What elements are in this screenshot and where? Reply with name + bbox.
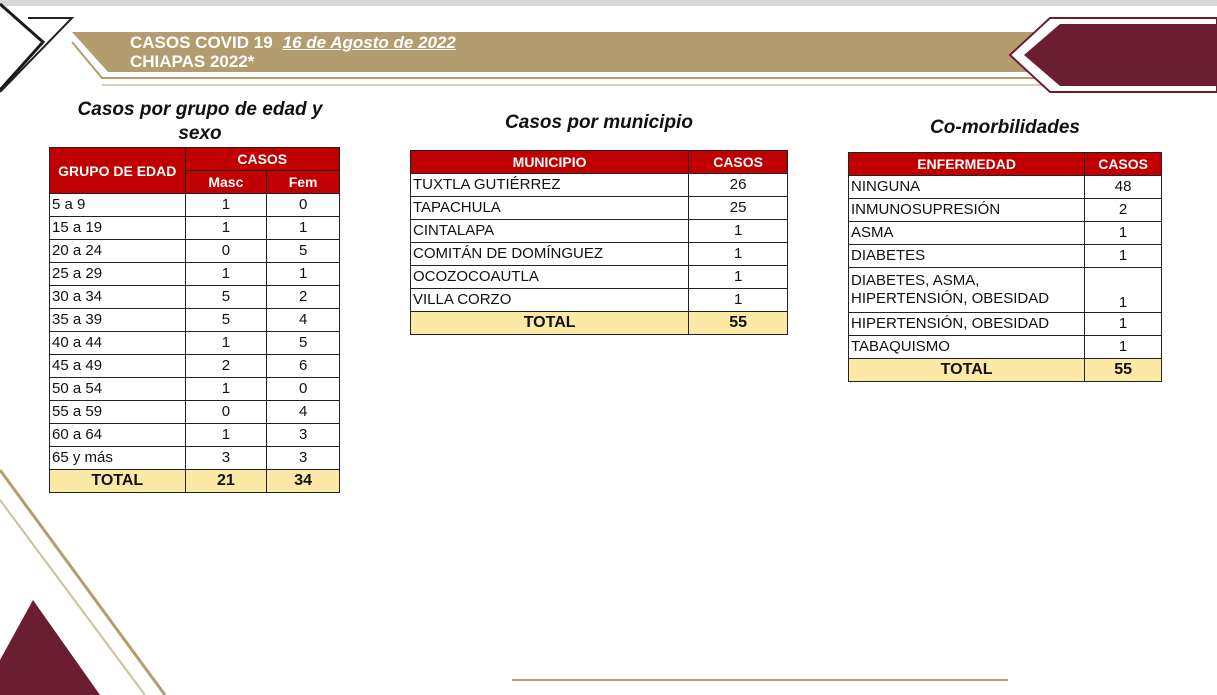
table-row: [50, 240, 340, 263]
col-cases-header: CASOS: [185, 148, 340, 171]
fem-count: 1: [267, 263, 340, 286]
fem-count: 6: [267, 355, 340, 378]
table-row: [411, 220, 788, 243]
total-row: [849, 359, 1162, 382]
col-fem-header: Fem: [267, 171, 340, 194]
total-row: [411, 312, 788, 335]
age-group: 15 a 19: [50, 217, 186, 240]
age-group: 20 a 24: [50, 240, 186, 263]
table-row: [849, 176, 1162, 199]
comorb-table-title: Co-morbilidades: [930, 117, 1080, 138]
disease-name: NINGUNA: [849, 176, 1085, 199]
municipio-name: CINTALAPA: [411, 220, 689, 243]
municipio-name: TAPACHULA: [411, 197, 689, 220]
municipio-cases: 25: [689, 197, 788, 220]
col-enfermedad-header: ENFERMEDAD: [849, 153, 1085, 176]
disease-name: DIABETES: [849, 245, 1085, 268]
table-row: [50, 401, 340, 424]
table-row: [50, 447, 340, 470]
municipio-table-title: Casos por municipio: [505, 112, 693, 133]
total-masc: 21: [185, 470, 267, 493]
municipio-cases: 1: [689, 220, 788, 243]
disease-cases: 1: [1085, 268, 1162, 313]
fem-count: 5: [267, 240, 340, 263]
disease-name: HIPERTENSIÓN, OBESIDAD: [849, 313, 1085, 336]
fem-count: 3: [267, 424, 340, 447]
comorbidities-table: [848, 152, 1162, 382]
fem-count: 2: [267, 286, 340, 309]
age-sex-table: [49, 147, 340, 493]
masc-count: 5: [185, 286, 267, 309]
table-row: [411, 197, 788, 220]
age-table-title: Casos por grupo de edad y sexo: [77, 99, 323, 144]
total-cases: 55: [689, 312, 788, 335]
municipio-cases: 1: [689, 243, 788, 266]
masc-count: 0: [185, 240, 267, 263]
header-line2: CHIAPAS 2022*: [130, 52, 255, 71]
masc-count: 1: [185, 332, 267, 355]
table-row: [50, 286, 340, 309]
disease-name: TABAQUISMO: [849, 336, 1085, 359]
disease-cases: 1: [1085, 313, 1162, 336]
table-row: [411, 174, 788, 197]
age-group: 5 a 9: [50, 194, 186, 217]
municipio-cases: 1: [689, 266, 788, 289]
masc-count: 3: [185, 447, 267, 470]
masc-count: 1: [185, 263, 267, 286]
fem-count: 5: [267, 332, 340, 355]
table-row: [849, 313, 1162, 336]
table-row: [50, 355, 340, 378]
fem-count: 0: [267, 378, 340, 401]
total-row: [50, 470, 340, 493]
masc-count: 1: [185, 424, 267, 447]
age-group: 50 a 54: [50, 378, 186, 401]
header-line1: CASOS COVID 19: [130, 33, 273, 52]
table-row: [50, 217, 340, 240]
disease-cases: 1: [1085, 336, 1162, 359]
municipio-name: VILLA CORZO: [411, 289, 689, 312]
table-row: [849, 222, 1162, 245]
corner-chevron-icon: [0, 4, 43, 90]
age-group: 65 y más: [50, 447, 186, 470]
table-row: [411, 243, 788, 266]
age-group: 55 a 59: [50, 401, 186, 424]
masc-count: 1: [185, 217, 267, 240]
col-group-header: GRUPO DE EDAD: [50, 148, 186, 194]
total-label: TOTAL: [50, 470, 186, 493]
age-group: 35 a 39: [50, 309, 186, 332]
age-group: 25 a 29: [50, 263, 186, 286]
total-label: TOTAL: [411, 312, 689, 335]
table-row: [50, 378, 340, 401]
disease-cases: 1: [1085, 222, 1162, 245]
table-row: [849, 199, 1162, 222]
masc-count: 1: [185, 194, 267, 217]
masc-count: 2: [185, 355, 267, 378]
disease-name: INMUNOSUPRESIÓN: [849, 199, 1085, 222]
table-row: [50, 332, 340, 355]
fem-count: 3: [267, 447, 340, 470]
col-masc-header: Masc: [185, 171, 267, 194]
fem-count: 4: [267, 401, 340, 424]
table-row: [50, 424, 340, 447]
table-row: [50, 263, 340, 286]
fem-count: 1: [267, 217, 340, 240]
header-badge: [1024, 24, 1217, 86]
age-group: 45 a 49: [50, 355, 186, 378]
table-row: [849, 268, 1162, 313]
col-casos-header: CASOS: [1085, 153, 1162, 176]
col-municipio-header: MUNICIPIO: [411, 151, 689, 174]
header-title: [130, 33, 456, 71]
col-casos-header: CASOS: [689, 151, 788, 174]
masc-count: 5: [185, 309, 267, 332]
age-group: 30 a 34: [50, 286, 186, 309]
table-row: [849, 245, 1162, 268]
fem-count: 4: [267, 309, 340, 332]
total-fem: 34: [267, 470, 340, 493]
disease-name: ASMA: [849, 222, 1085, 245]
total-cases: 55: [1085, 359, 1162, 382]
municipio-name: TUXTLA GUTIÉRREZ: [411, 174, 689, 197]
table-row: [50, 309, 340, 332]
municipio-name: OCOZOCOAUTLA: [411, 266, 689, 289]
municipio-cases: 1: [689, 289, 788, 312]
header-date: 16 de Agosto de 2022: [282, 33, 456, 52]
fem-count: 0: [267, 194, 340, 217]
masc-count: 1: [185, 378, 267, 401]
disease-cases: 1: [1085, 245, 1162, 268]
municipio-cases: 26: [689, 174, 788, 197]
disease-cases: 2: [1085, 199, 1162, 222]
age-group: 40 a 44: [50, 332, 186, 355]
corner-line-icon: [0, 18, 72, 92]
disease-cases: 48: [1085, 176, 1162, 199]
disease-name: DIABETES, ASMA, HIPERTENSIÓN, OBESIDAD: [849, 268, 1085, 313]
municipio-name: COMITÁN DE DOMÍNGUEZ: [411, 243, 689, 266]
table-row: [411, 289, 788, 312]
table-row: [411, 266, 788, 289]
table-row: [50, 194, 340, 217]
masc-count: 0: [185, 401, 267, 424]
total-label: TOTAL: [849, 359, 1085, 382]
table-row: [849, 336, 1162, 359]
age-group: 60 a 64: [50, 424, 186, 447]
municipio-table: [410, 150, 788, 335]
